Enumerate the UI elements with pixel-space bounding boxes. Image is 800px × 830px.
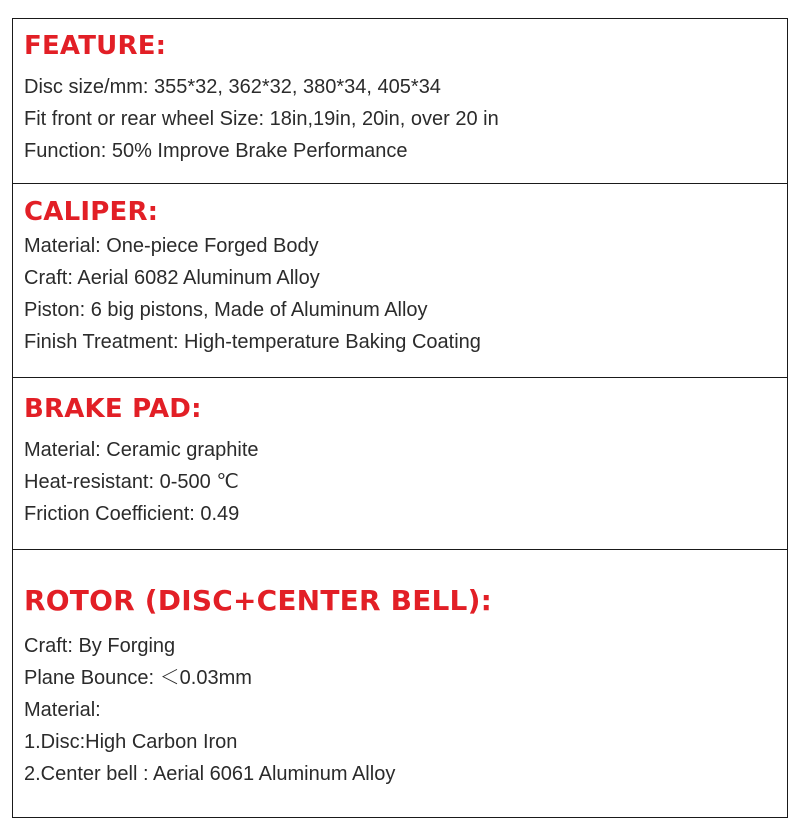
- brake-pad-friction: Friction Coefficient: 0.49: [24, 503, 240, 525]
- rotor-list: [24, 630, 395, 790]
- caliper-craft: Craft: Aerial 6082 Aluminum Alloy: [24, 267, 320, 289]
- caliper-piston: Piston: 6 big pistons, Made of Aluminum Alloy: [24, 299, 428, 321]
- rotor-plane-bounce: Plane Bounce: ＜0.03mm: [24, 667, 252, 689]
- rotor-section: [13, 550, 787, 830]
- feature-heading: FEATURE:: [24, 31, 167, 61]
- feature-wheel-size: Fit front or rear wheel Size: 18in,19in, 20in, over 20 in: [24, 108, 499, 130]
- feature-section: [13, 19, 787, 184]
- caliper-heading: CALIPER:: [24, 197, 159, 227]
- caliper-list: [24, 230, 481, 358]
- rotor-bell-material: 2.Center bell : Aerial 6061 Aluminum Alloy: [24, 763, 396, 785]
- brake-pad-section: [13, 378, 787, 550]
- caliper-section: [13, 184, 787, 378]
- rotor-heading: ROTOR (DISC+CENTER BELL):: [24, 584, 492, 617]
- caliper-material: Material: One-piece Forged Body: [24, 235, 319, 257]
- brake-pad-heading: BRAKE PAD:: [24, 394, 202, 424]
- brake-pad-list: [24, 434, 259, 530]
- rotor-disc-material: 1.Disc:High Carbon Iron: [24, 731, 238, 753]
- brake-pad-material: Material: Ceramic graphite: [24, 439, 259, 461]
- rotor-craft: Craft: By Forging: [24, 635, 176, 657]
- rotor-material-label: Material:: [24, 699, 101, 721]
- brake-pad-heat: Heat-resistant: 0-500 ℃: [24, 471, 239, 493]
- caliper-finish: Finish Treatment: High-temperature Baking Coating: [24, 331, 481, 353]
- feature-list: [24, 71, 499, 167]
- feature-function: Function: 50% Improve Brake Performance: [24, 140, 408, 162]
- feature-disc-size: Disc size/mm: 355*32, 362*32, 380*34, 405*34: [24, 76, 441, 98]
- spec-sheet: [12, 18, 788, 818]
